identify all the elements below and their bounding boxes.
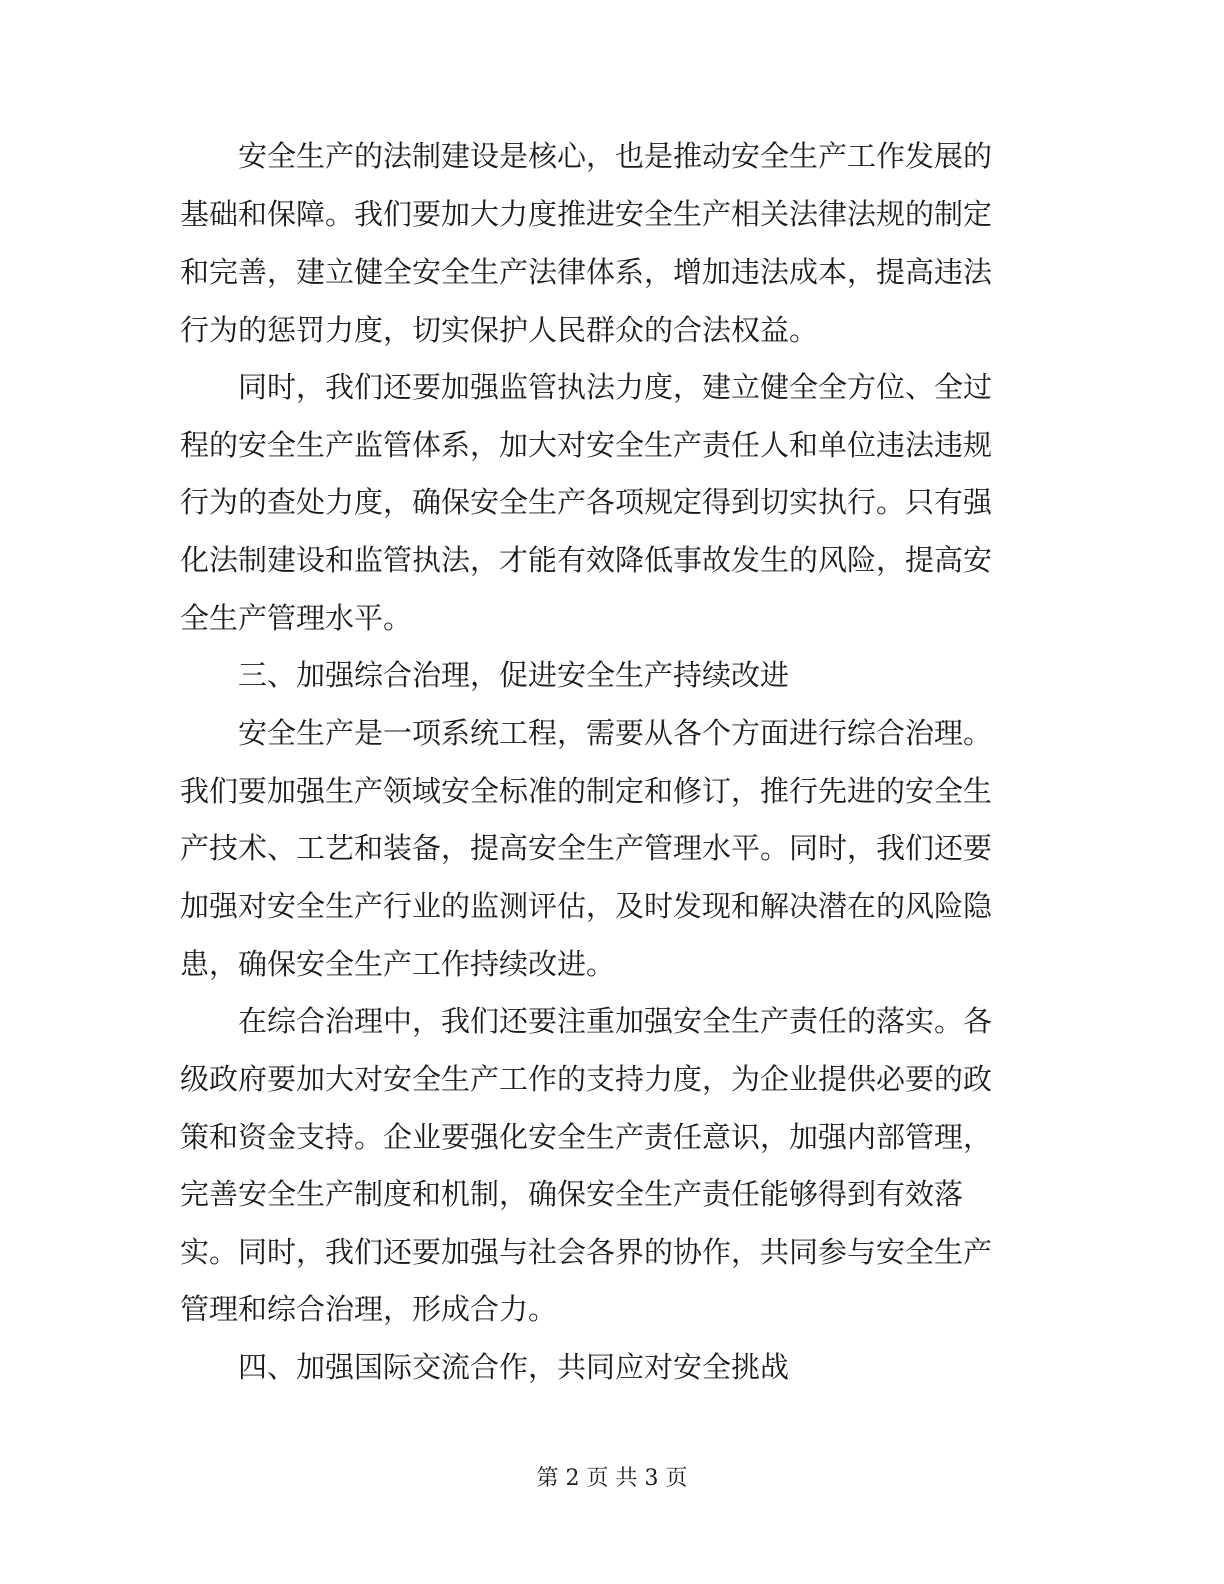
page-footer: 第 2 页 共 3 页 xyxy=(536,1466,688,1491)
text-line xyxy=(0,1174,1224,1214)
text-line xyxy=(0,310,1224,350)
line-text: 程的安全生产监管体系，加大对安全生产责任人和单位违法违规 xyxy=(180,428,993,462)
line-text: 行为的惩罚力度，切实保护人民群众的合法权益。 xyxy=(180,313,819,347)
line-text: 完善安全生产制度和机制，确保安全生产责任能够得到有效落 xyxy=(180,1177,964,1211)
line-text: 在综合治理中，我们还要注重加强安全生产责任的落实。各 xyxy=(238,1004,993,1038)
text-line xyxy=(0,252,1224,292)
line-text: 加强对安全生产行业的监测评估，及时发现和解决潜在的风险隐 xyxy=(180,889,993,923)
heading-text: 三、加强综合治理，促进安全生产持续改进 xyxy=(238,658,790,692)
text-line xyxy=(0,1289,1224,1329)
text-line xyxy=(0,540,1224,580)
text-line xyxy=(0,1001,1224,1041)
line-text: 管理和综合治理，形成合力。 xyxy=(180,1292,558,1326)
line-text: 患，确保安全生产工作持续改进。 xyxy=(180,947,616,981)
text-line xyxy=(0,1232,1224,1272)
text-line xyxy=(0,886,1224,926)
text-line xyxy=(0,136,1224,176)
section-heading xyxy=(0,1347,1224,1387)
text-line xyxy=(0,425,1224,465)
line-text: 级政府要加大对安全生产工作的支持力度，为企业提供必要的政 xyxy=(180,1062,993,1096)
line-text: 我们要加强生产领域安全标准的制定和修订，推行先进的安全生 xyxy=(180,774,993,808)
text-line xyxy=(0,828,1224,868)
line-text: 和完善，建立健全安全生产法律体系，增加违法成本，提高违法 xyxy=(180,255,993,289)
line-text: 全生产管理水平。 xyxy=(180,601,413,635)
line-text: 实。同时，我们还要加强与社会各界的协作，共同参与安全生产 xyxy=(180,1235,993,1269)
line-text: 化法制建设和监管执法，才能有效降低事故发生的风险，提高安 xyxy=(180,543,993,577)
text-line xyxy=(0,194,1224,234)
text-line xyxy=(0,1059,1224,1099)
line-text: 产技术、工艺和装备，提高安全生产管理水平。同时，我们还要 xyxy=(180,831,993,865)
line-text: 同时，我们还要加强监管执法力度，建立健全全方位、全过 xyxy=(238,370,993,404)
line-text: 策和资金支持。企业要强化安全生产责任意识，加强内部管理， xyxy=(180,1120,993,1154)
text-line xyxy=(0,1117,1224,1157)
text-line xyxy=(0,944,1224,984)
section-heading xyxy=(0,655,1224,695)
heading-text: 四、加强国际交流合作，共同应对安全挑战 xyxy=(238,1350,790,1384)
line-text: 行为的查处力度，确保安全生产各项规定得到切实执行。只有强 xyxy=(180,485,993,519)
line-text: 安全生产是一项系统工程，需要从各个方面进行综合治理。 xyxy=(238,716,993,750)
text-line xyxy=(0,367,1224,407)
text-line xyxy=(0,771,1224,811)
line-text: 基础和保障。我们要加大力度推进安全生产相关法律法规的制定 xyxy=(180,197,993,231)
text-line xyxy=(0,598,1224,638)
text-line xyxy=(0,482,1224,522)
text-line xyxy=(0,713,1224,753)
line-text: 安全生产的法制建设是核心，也是推动安全生产工作发展的 xyxy=(238,139,993,173)
